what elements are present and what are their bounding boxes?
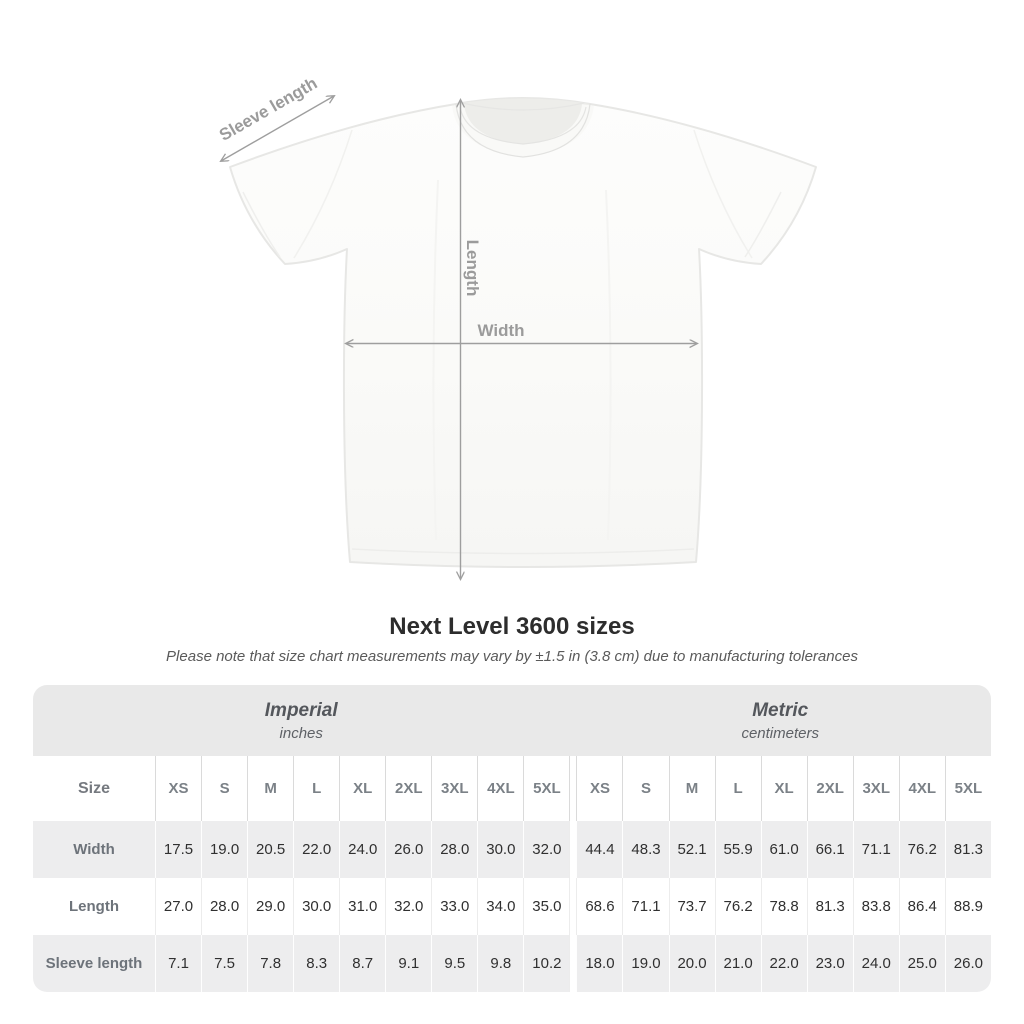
measurement-value: 73.7	[669, 878, 715, 935]
measurement-value: 20.5	[247, 821, 293, 878]
measurement-value: 88.9	[945, 878, 991, 935]
size-header-cell: M	[669, 756, 715, 821]
width-label: Width	[477, 321, 525, 340]
measurement-value: 31.0	[339, 878, 385, 935]
measurement-value: 21.0	[715, 935, 761, 992]
measurement-value: 78.8	[761, 878, 807, 935]
measurement-value: 24.0	[853, 935, 899, 992]
measurement-row	[33, 935, 991, 992]
size-header-row	[33, 756, 991, 821]
measurement-value: 9.8	[477, 935, 523, 992]
measurement-value: 48.3	[622, 821, 668, 878]
measurement-value: 30.0	[293, 878, 339, 935]
size-header-cell: 2XL	[807, 756, 853, 821]
measurement-value: 19.0	[201, 821, 247, 878]
measurement-label: Sleeve length	[33, 935, 155, 992]
measurement-value: 30.0	[477, 821, 523, 878]
size-header-cell: 3XL	[853, 756, 899, 821]
size-header-cell: XL	[339, 756, 385, 821]
measurement-value: 52.1	[669, 821, 715, 878]
measurement-value: 29.0	[247, 878, 293, 935]
measurement-row	[33, 878, 991, 935]
size-header-cell: 4XL	[477, 756, 523, 821]
measurement-value: 7.1	[155, 935, 201, 992]
size-table-container	[33, 685, 991, 992]
measurement-value: 32.0	[385, 878, 431, 935]
size-header-cell: 3XL	[431, 756, 477, 821]
imperial-unit-label: inches	[279, 724, 323, 742]
measurement-value: 32.0	[523, 821, 569, 878]
measurement-value: 17.5	[155, 821, 201, 878]
measurement-value: 35.0	[523, 878, 569, 935]
metric-label: Metric	[752, 699, 809, 721]
size-header-cell: XS	[576, 756, 622, 821]
metric-unit-label: centimeters	[741, 724, 819, 742]
measurement-label: Width	[33, 821, 155, 878]
measurement-row	[33, 821, 991, 878]
measurement-value: 71.1	[853, 821, 899, 878]
measurement-value: 24.0	[339, 821, 385, 878]
length-label: Length	[463, 239, 482, 297]
imperial-label: Imperial	[264, 699, 338, 721]
measurement-value: 33.0	[431, 878, 477, 935]
metric-group-header	[569, 685, 991, 756]
size-header-cell: S	[201, 756, 247, 821]
measurement-value: 26.0	[385, 821, 431, 878]
sleeve-length-label: Sleeve length	[216, 73, 321, 145]
measurement-value: 23.0	[807, 935, 853, 992]
measurement-value: 22.0	[761, 935, 807, 992]
size-header-cell: M	[247, 756, 293, 821]
measurement-value: 26.0	[945, 935, 991, 992]
measurement-value: 81.3	[945, 821, 991, 878]
measurement-value: 7.8	[247, 935, 293, 992]
measurement-value: 20.0	[669, 935, 715, 992]
measurement-value: 8.3	[293, 935, 339, 992]
size-header-cell: XL	[761, 756, 807, 821]
page-title: Next Level 3600 sizes	[389, 613, 635, 640]
column-gap	[569, 878, 576, 935]
measurement-value: 19.0	[622, 935, 668, 992]
column-gap	[569, 756, 576, 821]
measurement-value: 55.9	[715, 821, 761, 878]
size-table	[33, 685, 991, 992]
size-header-cell: 4XL	[899, 756, 945, 821]
measurement-value: 27.0	[155, 878, 201, 935]
column-gap	[569, 935, 576, 992]
size-table-body	[33, 821, 991, 992]
size-header-cell: S	[622, 756, 668, 821]
measurement-value: 10.2	[523, 935, 569, 992]
measurement-value: 76.2	[715, 878, 761, 935]
measurement-value: 18.0	[576, 935, 622, 992]
size-header-cell: 5XL	[945, 756, 991, 821]
size-header-cell: 5XL	[523, 756, 569, 821]
measurement-label: Length	[33, 878, 155, 935]
measurement-value: 9.1	[385, 935, 431, 992]
measurement-value: 25.0	[899, 935, 945, 992]
measurement-value: 76.2	[899, 821, 945, 878]
measurement-value: 81.3	[807, 878, 853, 935]
size-header-cell: L	[293, 756, 339, 821]
size-column-header: Size	[33, 756, 155, 821]
column-gap	[569, 821, 576, 878]
measurement-value: 86.4	[899, 878, 945, 935]
measurement-value: 66.1	[807, 821, 853, 878]
size-header-cell: L	[715, 756, 761, 821]
unit-group-row	[33, 685, 991, 756]
measurement-value: 83.8	[853, 878, 899, 935]
imperial-group-header	[33, 685, 569, 756]
measurement-value: 28.0	[201, 878, 247, 935]
measurement-value: 34.0	[477, 878, 523, 935]
tolerance-note: Please note that size chart measurements may vary by ±1.5 in (3.8 cm) due to manufacturing tolerances	[166, 648, 858, 665]
measurement-value: 28.0	[431, 821, 477, 878]
measurement-value: 71.1	[622, 878, 668, 935]
size-header-cell: 2XL	[385, 756, 431, 821]
measurement-value: 8.7	[339, 935, 385, 992]
size-header-cell: XS	[155, 756, 201, 821]
measurement-value: 44.4	[576, 821, 622, 878]
measurement-value: 68.6	[576, 878, 622, 935]
measurement-value: 22.0	[293, 821, 339, 878]
measurement-value: 61.0	[761, 821, 807, 878]
measurement-value: 9.5	[431, 935, 477, 992]
measurement-value: 7.5	[201, 935, 247, 992]
